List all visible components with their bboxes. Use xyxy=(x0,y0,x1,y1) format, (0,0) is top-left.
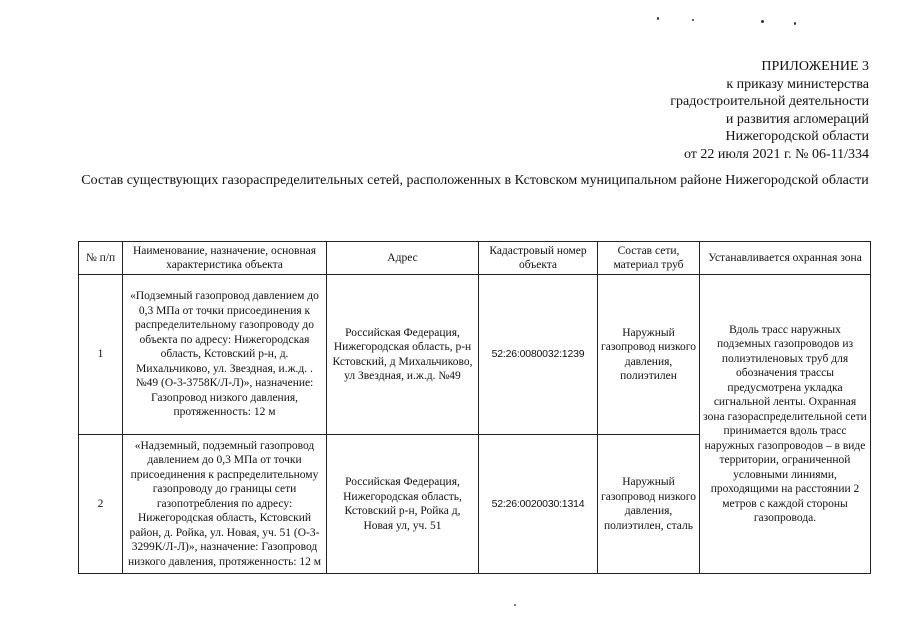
scan-speck xyxy=(514,604,516,606)
document-title: Состав существующих газораспределительных сетей, расположенных в Кстовском муниципальном районе Нижегородской области xyxy=(81,173,869,188)
cell-num: 1 xyxy=(79,275,123,435)
appendix-heading: ПРИЛОЖЕНИЕ 3 xyxy=(761,59,869,74)
header-name: Наименование, назначение, основная характеристика объекта xyxy=(123,242,327,275)
appendix-order-date: от 22 июля 2021 г. № 06-11/334 xyxy=(683,146,869,162)
header-zone: Устанавливается охранная зона xyxy=(700,242,871,275)
cell-address: Российская Федерация, Нижегородская область, Кстовский р-н, Ройка д, Новая ул, уч. 51 xyxy=(327,435,479,574)
header-cadastral: Кадастровый номер объекта xyxy=(479,242,598,275)
appendix-block xyxy=(569,58,869,163)
appendix-line: Нижегородской области xyxy=(725,129,869,144)
header-num: № п/п xyxy=(79,242,123,275)
cell-num: 2 xyxy=(79,435,123,574)
header-composition: Состав сети, материал труб xyxy=(598,242,700,275)
cell-composition: Наружный газопровод низкого давления, полиэтилен xyxy=(598,275,700,435)
cell-composition: Наружный газопровод низкого давления, полиэтилен, сталь xyxy=(598,435,700,574)
header-address: Адрес xyxy=(327,242,479,275)
cell-address: Российская Федерация, Нижегородская область, р-н Кстовский, д Михальчиково, ул Звездная, и.ж.д. №49 xyxy=(327,275,479,435)
cell-cadastral: 52:26:0020030:1314 xyxy=(479,435,598,574)
appendix-line: градостроительной деятельности xyxy=(670,94,869,109)
appendix-line: к приказу министерства xyxy=(726,76,869,92)
table-header-row xyxy=(79,242,871,275)
appendix-line: и развития агломераций xyxy=(725,111,869,127)
cell-protection-zone: Вдоль трасс наружных подземных газопроводов из полиэтиленовых труб для обозначения трассы предусмотрена укладка сигнальной ленты. Охранная зона газораспределительной сети принимается вдоль трасс наружных газопроводов – в виде территории, ограниченной условными линиями, проходящими на расстоянии 2 метров с каждой стороны газопровода. xyxy=(700,275,871,574)
cell-cadastral: 52:26:0080032:1239 xyxy=(479,275,598,435)
gas-network-table xyxy=(78,241,871,574)
cell-name: «Надземный, подземный газопровод давлением до 0,3 МПа от точки присоединения к распределительному газопроводу до границы сети газопотребления по адресу: Нижегородская область, Кстовский район, д. Ройка, ул. Новая, уч. 51 (О-3-3299К/Л-Л)», назначение: Газопровод низкого давления, протяженность: 12 м xyxy=(123,435,327,574)
cell-name: «Подземный газопровод давлением до 0,3 МПа от точки присоединения к распределительному газопроводу до объекта по адресу: Нижегородская область, Кстовский р-н, д. Михальчиково, ул. Звездная, и.ж.д. .№49 (О-3-3758К/Л-Л)», назначение: Газопровод низкого давления, протяженность: 12 м xyxy=(123,275,327,435)
table-row xyxy=(79,275,871,435)
